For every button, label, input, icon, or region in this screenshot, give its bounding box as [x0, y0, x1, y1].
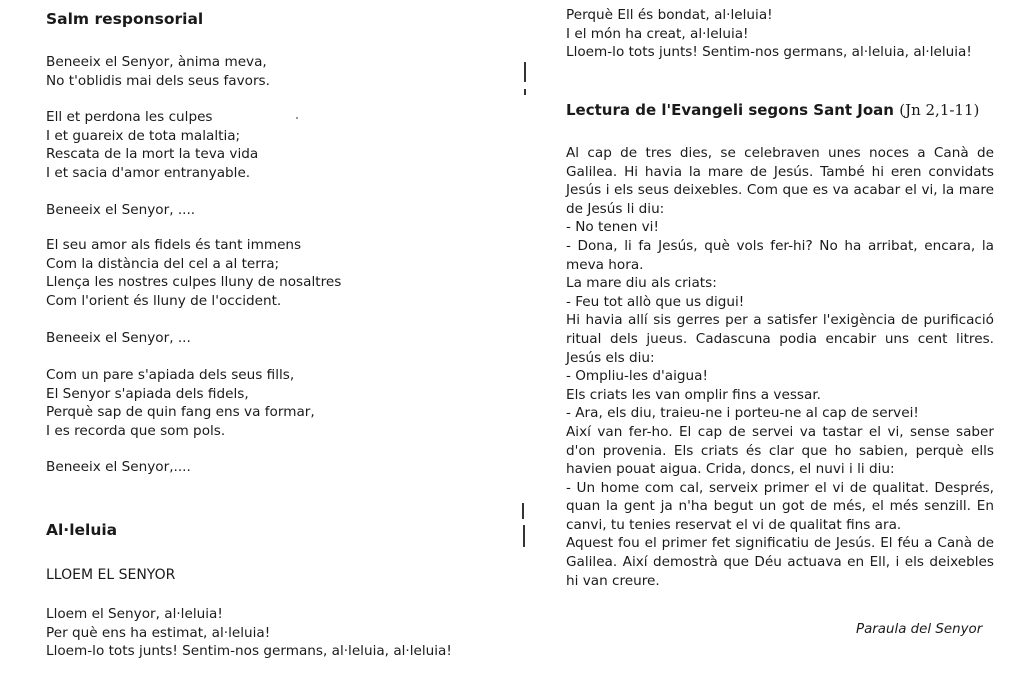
- psalm-refrain: Beneeix el Senyor, ....: [46, 202, 196, 218]
- song-title: LLOEM EL SENYOR: [46, 567, 176, 583]
- gospel-paragraph: Així van fer-ho. El cap de servei va tastar el vi, sense saber d'on provenia. Els criats és clar que ho sabien, perquè ells havien pouat aigua. Crida, doncs, el nuvi i li diu:: [566, 423, 994, 478]
- gospel-paragraph: - No tenen vi!: [566, 219, 659, 236]
- psalm-line: Com la distància del cel a al terra;: [46, 255, 280, 272]
- psalm-line: Perquè sap de quin fang ens va formar,: [46, 404, 315, 421]
- gospel-reference: (Jn 2,1-11): [899, 101, 980, 119]
- psalm-line: Com l'orient és lluny de l'occident.: [46, 292, 282, 309]
- gospel-paragraph: - Feu tot allò que us digui!: [566, 293, 745, 310]
- psalm-refrain: Beneeix el Senyor,....: [46, 459, 191, 475]
- gospel-paragraph: - Un home com cal, serveix primer el vi de qualitat. Després, quan la gent ja n'ha begut un got de més, el més senzill. En canvi, tu tenies reservat el vi de qualitat fins ara.: [566, 479, 994, 533]
- psalm-line: El seu amor als fidels és tant immens: [46, 237, 302, 253]
- gospel-title-text: Lectura de l'Evangeli segons Sant Joan: [566, 101, 894, 119]
- psalm-stanza-3: [46, 236, 341, 310]
- psalm-stanza-2: [46, 108, 258, 182]
- gospel-paragraph: - Ompliu-les d'aigua!: [566, 368, 708, 385]
- gospel-paragraph: Els criats les van omplir fins a vessar.: [566, 386, 821, 403]
- right-page: [512, 0, 1024, 698]
- psalm-line: Com un pare s'apiada dels seus fills,: [46, 367, 295, 383]
- psalm-line: Rescata de la mort la teva vida: [46, 146, 259, 163]
- psalm-line: Llença les nostres culpes lluny de nosaltres: [46, 274, 342, 291]
- song-line: Lloem-lo tots junts! Sentim-nos germans, al·leluia, al·leluia!: [46, 643, 452, 660]
- psalm-stanza-4: [46, 366, 315, 440]
- psalm-title: Salm responsorial: [46, 10, 204, 28]
- psalm-line: No t'oblidis mai dels seus favors.: [46, 72, 270, 89]
- psalm-line: I es recorda que som pols.: [46, 422, 226, 439]
- gospel-text: [566, 144, 994, 590]
- song-verse: [46, 605, 452, 661]
- gospel-paragraph: - Ara, els diu, traieu-ne i porteu-ne al cap de servei!: [566, 405, 919, 422]
- song-line: Lloem el Senyor, al·leluia!: [46, 606, 223, 622]
- psalm-line: I et sacia d'amor entranyable.: [46, 164, 251, 181]
- psalm-line: El Senyor s'apiada dels fidels,: [46, 385, 249, 402]
- gospel-title: [566, 101, 979, 119]
- gospel-paragraph: La mare diu als criats:: [566, 275, 717, 292]
- psalm-refrain: Beneeix el Senyor, ...: [46, 330, 191, 346]
- psalm-line: Ell et perdona les culpes: [46, 109, 213, 125]
- psalm-stanza-1: [46, 53, 270, 90]
- psalm-line: Beneeix el Senyor, ànima meva,: [46, 54, 267, 70]
- song-line: Lloem-lo tots junts! Sentim-nos germans, al·leluia, al·leluia!: [566, 44, 972, 61]
- psalm-line: I et guareix de tota malaltia;: [46, 127, 241, 144]
- alleluia-title: Al·leluia: [46, 521, 118, 539]
- gospel-paragraph: Hi havia allí sis gerres per a satisfer l'exigència de purificació ritual dels jueus. Cadascuna podia encabir uns cent litres. Jesús els diu:: [566, 312, 994, 366]
- song-line: Perquè Ell és bondat, al·leluia!: [566, 7, 773, 23]
- gospel-paragraph: - Dona, li fa Jesús, què vols fer-hi? No ha arribat, encara, la meva hora.: [566, 237, 994, 273]
- scan-speck: [296, 117, 298, 119]
- closing-acclamation: Paraula del Senyor: [856, 622, 983, 637]
- gospel-paragraph: Aquest fou el primer fet significatiu de Jesús. El féu a Canà de Galilea. Així demostrà que Déu actuava en Ell, i els deixebles hi van creure.: [566, 535, 994, 589]
- song-line: I el món ha creat, al·leluia!: [566, 25, 749, 42]
- gospel-paragraph: Al cap de tres dies, se celebraven unes noces a Canà de Galilea. Hi havia la mare de Jesús. També hi eren convidats Jesús i els seus deixebles. Com que es va acabar el vi, la mare de Jesús li diu:: [566, 145, 994, 217]
- song-continuation: [566, 6, 972, 62]
- song-line: Per què ens ha estimat, al·leluia!: [46, 624, 271, 641]
